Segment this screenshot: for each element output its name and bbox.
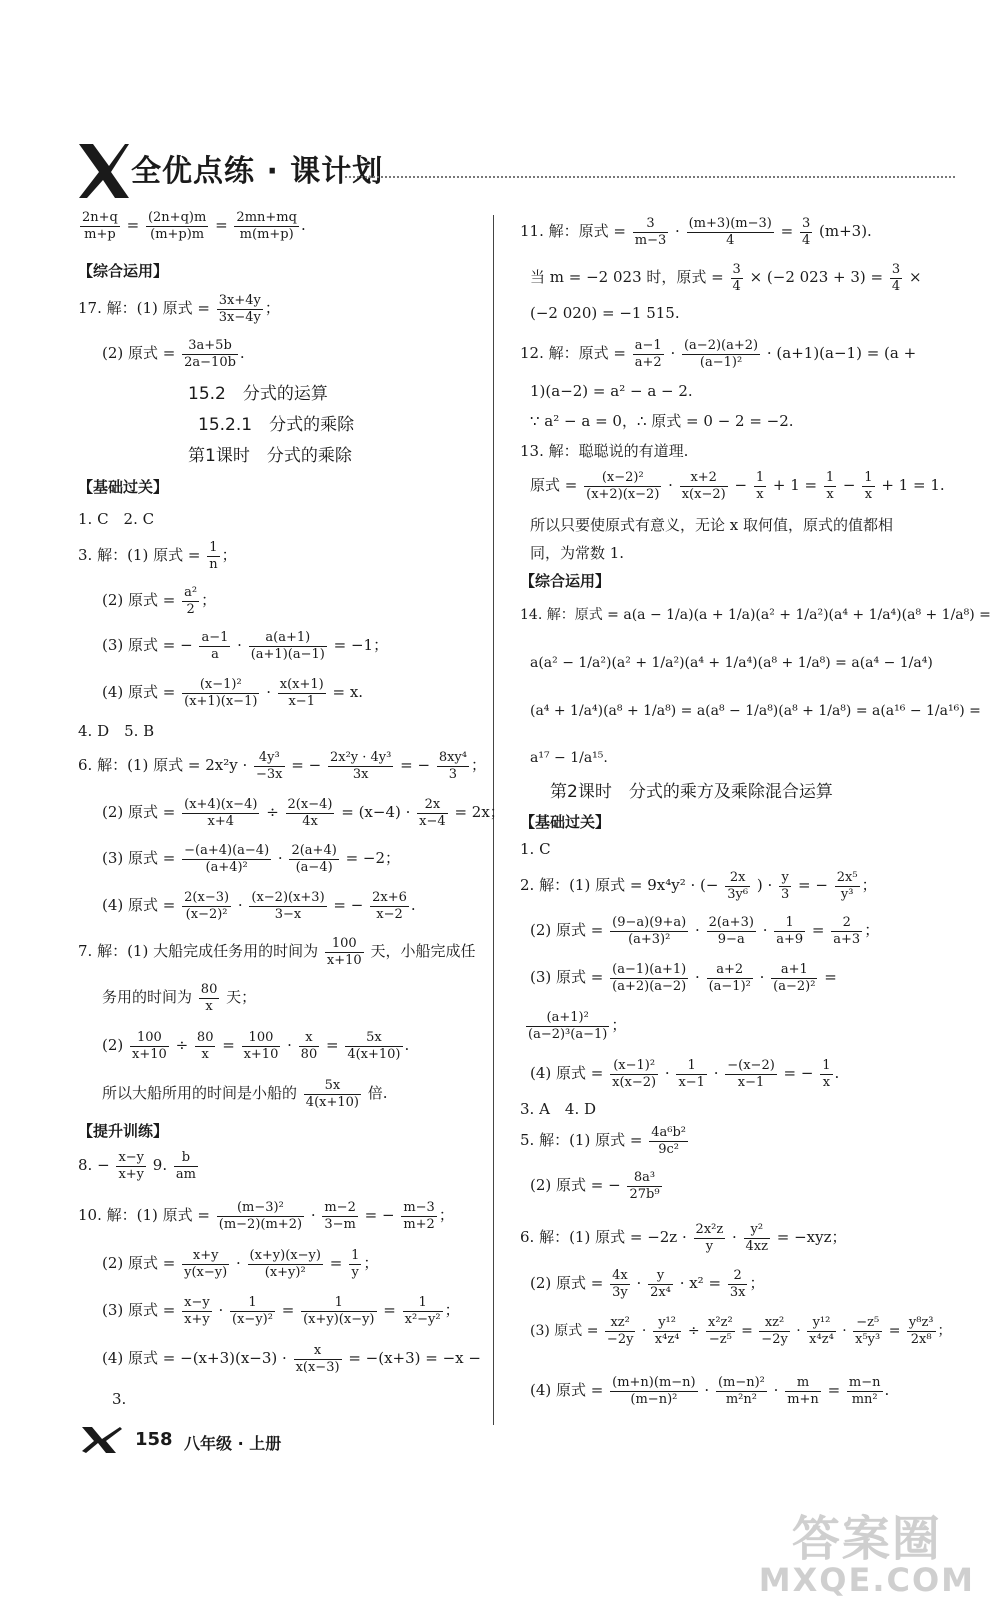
answer-line: 所以大船所用的时间是小船的 $\frac{5x}{4(x+10)}$ 倍. bbox=[102, 1078, 388, 1110]
answer-line: (a⁴ + 1/a⁴)(a⁸ + 1/a⁸) = a(a⁸ − 1/a⁸)(a⁸ + 1/a⁸) = a(a¹⁶ − 1/a¹⁶) = bbox=[530, 703, 981, 719]
answer-line: (2) 原式 = − $\frac{\text{8a³}}{\text{27b⁹}}$ bbox=[530, 1170, 660, 1202]
brand-logo-icon bbox=[80, 1425, 124, 1455]
answer-line: 17. 解：(1) 原式 = $\frac{3x+4y}{3x-4y}$ ； bbox=[78, 293, 280, 325]
answer-line: 1)(a−2) = a² − a − 2. bbox=[530, 382, 693, 400]
watermark-url: MXQE.COM bbox=[758, 1561, 975, 1599]
answer-line: 8. − $\frac{x-y}{x+y}$ 9. $\frac{b}{am}$ bbox=[78, 1150, 196, 1182]
grade-label: 八年级 · 上册 bbox=[184, 1434, 282, 1453]
header-divider bbox=[345, 176, 955, 178]
answer-line: (3) 原式 = $\frac{x-y}{x+y}$ · $\frac{1}{\text{(x−y)²}}$ = $\frac{1}{(x+y)(x-y)}$ = $\frac{1}{\text{x²−y²}}$ ； bbox=[102, 1295, 460, 1327]
answer-line: (4) 原式 = $\frac{2(x-3)}{\text{(x−2)²}}$ · $\frac{(x-2)(x+3)}{3-x}$ = − $\frac{2x+6}{x-2}$ . bbox=[102, 890, 416, 922]
answer-line: (2) 原式 = $\frac{(x+4)(x-4)}{x+4}$ ÷ $\frac{2(x-4)}{4x}$ = (x−4) · $\frac{2x}{x-4}$ = 2x； bbox=[102, 797, 505, 829]
answer-line: 10. 解：(1) 原式 = $\frac{\text{(m−3)²}}{(m-2)(m+2)}$ · $\frac{m-2}{3-m}$ = − $\frac{m-3}{m+2}$ ； bbox=[78, 1200, 454, 1232]
answer-line: 11. 解：原式 = $\frac{3}{m-3}$ · $\frac{(m+3)(m-3)}{4}$ = $\frac{3}{4}$ (m+3). bbox=[520, 216, 872, 248]
answer-line: 12. 解：原式 = $\frac{a-1}{a+2}$ · $\frac{(a-2)(a+2)}{\text{(a−1)²}}$ · (a+1)(a−1) = (a + bbox=[520, 338, 917, 370]
answer-line: 5. 解：(1) 原式 = $\frac{\text{4a⁶b²}}{\text{9c²}}$ bbox=[520, 1125, 686, 1157]
answer-line: (4) 原式 = $\frac{\text{(x−1)²}}{(x+1)(x-1)}$ · $\frac{x(x+1)}{x-1}$ = x. bbox=[102, 677, 364, 709]
section-heading: 15.2 分式的运算 bbox=[188, 384, 328, 404]
answer-line: 2. 解：(1) 原式 = 9x⁴y² · (− $\frac{2x}{\text{3y⁶}}$ ) · $\frac{y}{3}$ = − $\frac{\text{2x⁵}}{\text{y³}}$ ； bbox=[520, 870, 877, 902]
brand-logo-icon bbox=[75, 140, 131, 200]
answer-line: $\frac{2n+q}{m+p}$ = $\frac{(2n+q)m}{(m+p)m}$ = $\frac{2mn+mq}{m(m+p)}$ . bbox=[82, 210, 306, 242]
answer-line: 务用的时间为 $\frac{80}{x}$ 天； bbox=[102, 982, 257, 1014]
answer-line: (2) 原式 = $\frac{\text{a²}}{2}$ ； bbox=[102, 585, 217, 617]
answer-line: (2) 原式 = $\frac{(9-a)(9+a)}{\text{(a+3)²}}$ · $\frac{2(a+3)}{9-a}$ · $\frac{1}{a+9}$ = $\frac{2}{a+3}$ ； bbox=[530, 915, 880, 947]
page-footer bbox=[80, 1425, 282, 1459]
answer-line: (4) 原式 = −(x+3)(x−3) · $\frac{x}{x(x-3)}$ = −(x+3) = −x − bbox=[102, 1343, 481, 1375]
answer-line: (4) 原式 = $\frac{\text{(x−1)²}}{x(x-2)}$ · $\frac{1}{x-1}$ · $\frac{-(x-2)}{x-1}$ = − $\frac{1}{x}$ . bbox=[530, 1058, 840, 1090]
answer-line: (−2 020) = −1 515. bbox=[530, 304, 680, 322]
answer-line: a(a² − 1/a²)(a² + 1/a²)(a⁴ + 1/a⁴)(a⁸ + 1/a⁸) = a(a⁴ − 1/a⁴) bbox=[530, 655, 933, 671]
answer-line: 同，为常数 1. bbox=[530, 544, 625, 562]
answer-line: 7. 解：(1) 大船完成任务用的时间为 $\frac{100}{x+10}$ 天，小船完成任 bbox=[78, 936, 476, 968]
watermark bbox=[759, 1500, 975, 1599]
answer-line: 1. C bbox=[520, 840, 551, 858]
answer-line: (3) 原式 = − $\frac{a-1}{a}$ · $\frac{a(a+1)}{(a+1)(a-1)}$ = −1； bbox=[102, 630, 389, 662]
answer-line: a¹⁷ − 1/a¹⁵. bbox=[530, 750, 608, 766]
header-title: 全优点练 · 课计划 bbox=[131, 154, 384, 189]
answer-line: ∵ a² − a = 0，∴ 原式 = 0 − 2 = −2. bbox=[530, 412, 794, 430]
answer-line: 原式 = $\frac{\text{(x−2)²}}{(x+2)(x-2)}$ · $\frac{x+2}{x(x-2)}$ − $\frac{1}{x}$ + 1 = $\frac{1}{x}$ − $\frac{1}{x}$ + 1 = 1. bbox=[530, 470, 945, 502]
answer-line: 所以只要使原式有意义，无论 x 取何值，原式的值都相 bbox=[530, 516, 893, 534]
answer-line: (2) 原式 = $\frac{x+y}{y(x-y)}$ · $\frac{(x+y)(x-y)}{\text{(x+y)²}}$ = $\frac{1}{y}$ ； bbox=[102, 1248, 379, 1280]
watermark-text: 答案圈 bbox=[791, 1511, 942, 1567]
answer-line: 1. C 2. C bbox=[78, 510, 155, 528]
answer-line: (3) 原式 = $\frac{(a-1)(a+1)}{(a+2)(a-2)}$ · $\frac{a+2}{\text{(a−1)²}}$ · $\frac{a+1}{\text{(a−2)²}}$ = bbox=[530, 962, 837, 994]
section-label: 【综合运用】 bbox=[78, 262, 169, 280]
answer-line: $\frac{\text{(a+1)²}}{\text{(a−2)³(a−1)}}$ ； bbox=[528, 1010, 627, 1042]
answer-line: (2) 原式 = $\frac{3a+5b}{2a-10b}$ . bbox=[102, 338, 245, 370]
section-label: 【基础过关】 bbox=[78, 478, 169, 496]
answer-line: 3. A 4. D bbox=[520, 1100, 597, 1118]
answer-line: 14. 解：原式 = a(a − 1/a)(a + 1/a)(a² + 1/a²)(a⁴ + 1/a⁴)(a⁸ + 1/a⁸) = bbox=[520, 607, 991, 623]
lesson-heading: 第1课时 分式的乘除 bbox=[188, 446, 352, 466]
answer-line: (2) $\frac{100}{x+10}$ ÷ $\frac{80}{x}$ = $\frac{100}{x+10}$ · $\frac{x}{80}$ = $\frac{5x}{4(x+10)}$ . bbox=[102, 1030, 410, 1062]
answer-line: 6. 解：(1) 原式 = −2z · $\frac{\text{2x²z}}{y}$ · $\frac{\text{y²}}{4xz}$ = −xyz； bbox=[520, 1222, 847, 1254]
subsection-heading: 15.2.1 分式的乘除 bbox=[198, 415, 355, 435]
section-label: 【提升训练】 bbox=[78, 1122, 169, 1140]
section-label: 【基础过关】 bbox=[520, 813, 611, 831]
answer-line: 4. D 5. B bbox=[78, 722, 155, 740]
answer-line: 13. 解：聪聪说的有道理. bbox=[520, 442, 689, 460]
section-label: 【综合运用】 bbox=[520, 572, 611, 590]
page-number: 158 bbox=[135, 1429, 173, 1450]
answer-line: (3) 原式 = $\frac{-(a+4)(a-4)}{\text{(a+4)²}}$ · $\frac{2(a+4)}{(a-4)}$ = −2； bbox=[102, 843, 401, 875]
answer-line: 3. bbox=[112, 1390, 127, 1408]
answer-line: 当 m = −2 023 时，原式 = $\frac{3}{4}$ × (−2 023 + 3) = $\frac{3}{4}$ × bbox=[530, 262, 922, 294]
page-header bbox=[75, 140, 955, 210]
answer-line: (4) 原式 = $\frac{(m+n)(m-n)}{\text{(m−n)²}}$ · $\frac{\text{(m−n)²}}{\text{m²n²}}$ · $\frac{m}{m+n}$ = $\frac{m-n}{\text{mn²}}$ . bbox=[530, 1375, 890, 1407]
answer-line: (3) 原式 = $\frac{\text{xz²}}{-2y}$ · $\frac{\text{y¹²}}{\text{x⁴z⁴}}$ ÷ $\frac{\text{x²z²}}{\text{−z⁵}}$ = $\frac{\text{xz²}}{-2y}$ · $\frac{\text{y¹²}}{\text{x⁴z⁴}}$ · $\frac{\text{−z⁵}}{\text{x⁵y³}}$ = $\frac{\text{y⁸z³}}{\text{2x⁸}}$ ； bbox=[530, 1315, 952, 1347]
answer-line: 6. 解：(1) 原式 = 2x²y · $\frac{\text{4y³}}{-3x}$ = − $\frac{\text{2x²y · 4y³}}{3x}$ = − $\frac{\text{8xy⁴}}{3}$ ； bbox=[78, 750, 486, 782]
lesson-heading: 第2课时 分式的乘方及乘除混合运算 bbox=[550, 782, 833, 802]
answer-line: (2) 原式 = $\frac{4x}{3y}$ · $\frac{y}{\text{2x⁴}}$ · x² = $\frac{2}{3x}$ ； bbox=[530, 1268, 765, 1300]
answer-line: 3. 解：(1) 原式 = $\frac{1}{n}$ ； bbox=[78, 540, 237, 572]
